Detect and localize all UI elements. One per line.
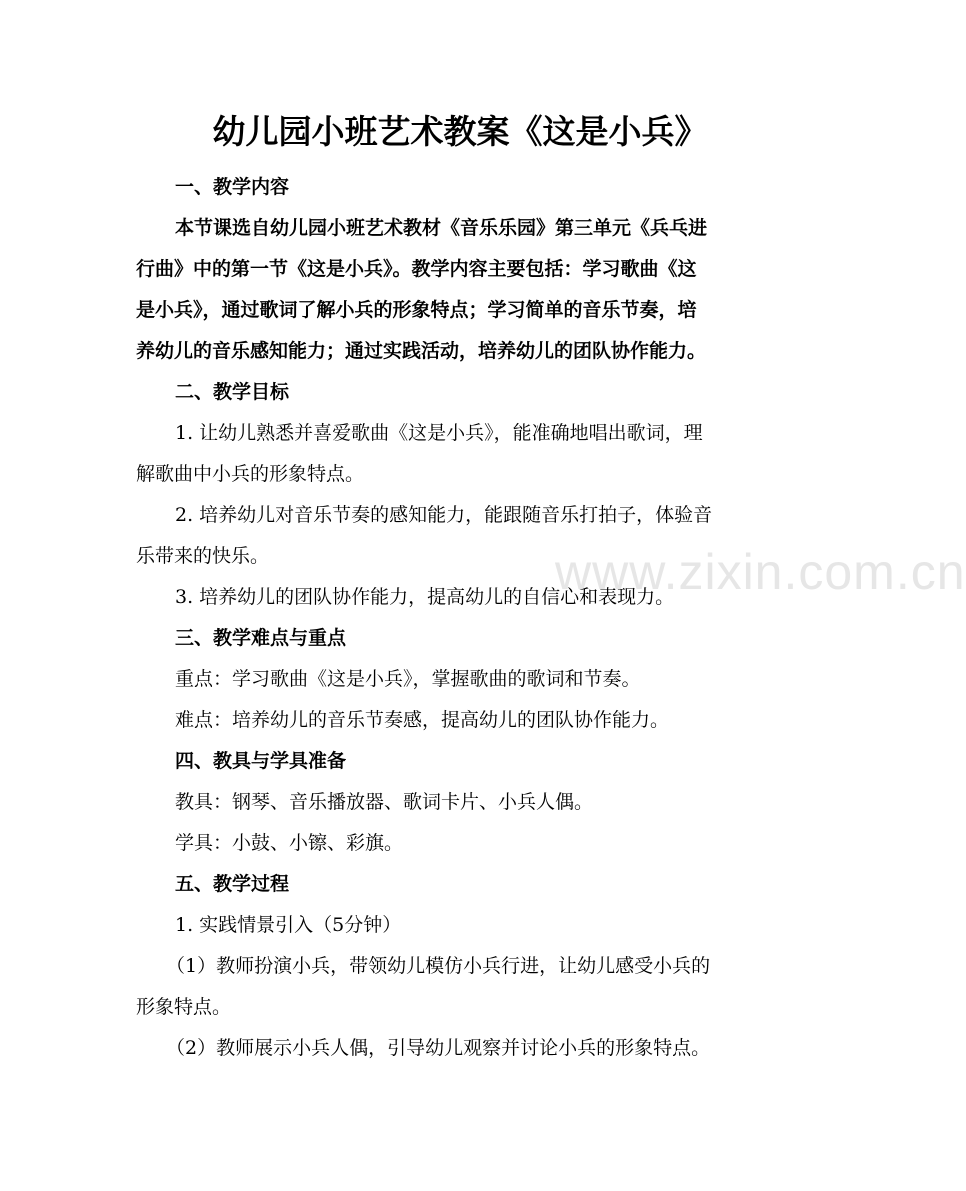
key-point: 重点：学习歌曲《这是小兵》，掌握歌曲的歌词和节奏。 (175, 668, 641, 690)
content-paragraph-line: 本节课选自幼儿园小班艺术教材《音乐乐园》第三单元《兵乓进 (175, 217, 708, 239)
process-substep-1-cont: 形象特点。 (136, 996, 232, 1018)
process-substep-2: （2）教师展示小兵人偶，引导幼儿观察并讨论小兵的形象特点。 (166, 1037, 711, 1059)
goal-item-2-cont: 乐带来的快乐。 (136, 545, 270, 567)
difficult-point: 难点：培养幼儿的音乐节奏感，提高幼儿的团队协作能力。 (175, 709, 670, 731)
content-paragraph-line: 养幼儿的音乐感知能力；通过实践活动，培养幼儿的团队协作能力。 (136, 340, 707, 362)
document-title: 幼儿园小班艺术教案《这是小兵》 (212, 112, 708, 151)
teacher-materials: 教具：钢琴、音乐播放器、歌词卡片、小兵人偶。 (175, 791, 594, 813)
section-heading-content: 一、教学内容 (175, 176, 290, 198)
section-heading-process: 五、教学过程 (175, 873, 290, 895)
section-heading-difficulty: 三、教学难点与重点 (175, 627, 347, 649)
student-materials: 学具：小鼓、小镲、彩旗。 (175, 832, 404, 854)
goal-item-1-cont: 解歌曲中小兵的形象特点。 (136, 463, 365, 485)
section-heading-materials: 四、教具与学具准备 (175, 750, 347, 772)
section-heading-goals: 二、教学目标 (175, 381, 290, 403)
content-paragraph-line: 是小兵》，通过歌词了解小兵的形象特点；学习简单的音乐节奏，培 (136, 299, 697, 321)
goal-item-2: 2. 培养幼儿对音乐节奏的感知能力，能跟随音乐打拍子，体验音 (175, 504, 713, 526)
goal-item-1: 1. 让幼儿熟悉并喜爱歌曲《这是小兵》，能准确地唱出歌词，理 (175, 422, 703, 444)
process-step-1: 1. 实践情景引入（5分钟） (175, 914, 402, 936)
watermark: www.zixin.com.cn (555, 544, 966, 600)
goal-item-3: 3. 培养幼儿的团队协作能力，提高幼儿的自信心和表现力。 (175, 586, 675, 608)
content-paragraph-line: 行曲》中的第一节《这是小兵》。教学内容主要包括：学习歌曲《这 (136, 258, 697, 280)
process-substep-1: （1）教师扮演小兵，带领幼儿模仿小兵行进，让幼儿感受小兵的 (166, 955, 711, 977)
